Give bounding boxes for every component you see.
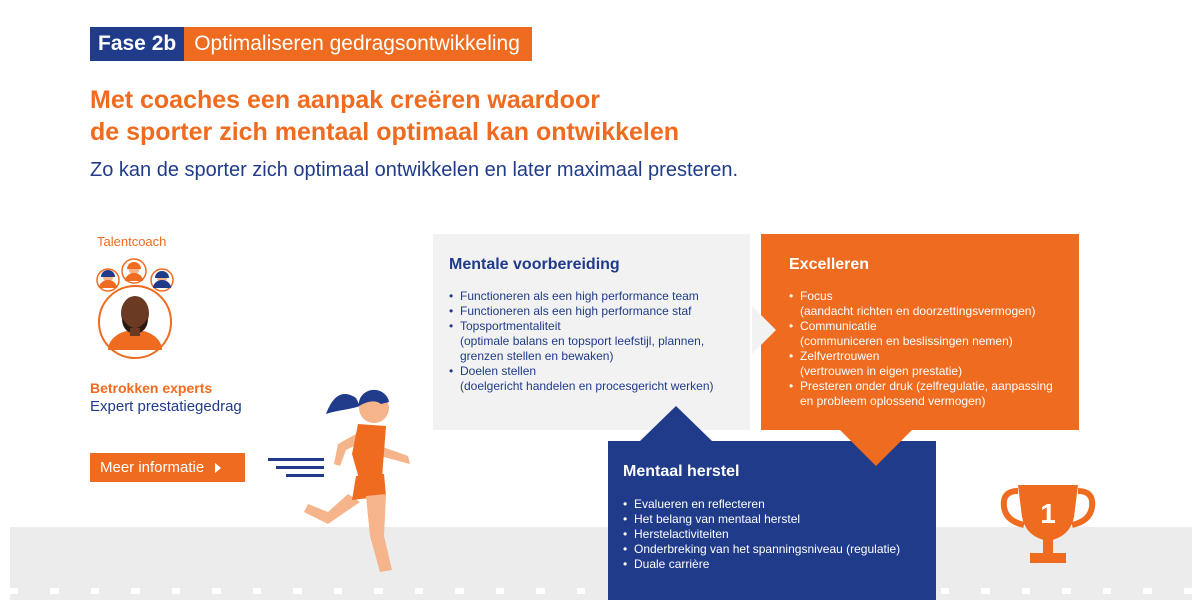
preparation-list <box>449 289 745 394</box>
phase-title: Optimaliseren gedragsontwikkeling <box>184 27 532 61</box>
list-item: • Topsportmentaliteit (optimale balans en topsport leefstijl, plannen, grenzen stellen en bewaken) <box>449 319 745 364</box>
more-info-label: Meer informatie <box>100 459 205 476</box>
trophy-number: 1 <box>1040 498 1056 529</box>
list-item: • Herstelactiviteiten <box>623 527 933 542</box>
list-item: • Functioneren als een high performance staf <box>449 304 745 319</box>
recovery-list <box>623 497 933 572</box>
excel-list <box>789 289 1074 409</box>
list-item: • Onderbreking van het spanningsniveau (regulatie) <box>623 542 933 557</box>
coach-label: Talentcoach <box>97 234 167 249</box>
page-subheadline: Zo kan de sporter zich optimaal ontwikkelen en later maximaal presteren. <box>90 159 739 181</box>
list-item: • Evalueren en reflecteren <box>623 497 933 512</box>
headline-line-2: de sporter zich mentaal optimaal kan ontwikkelen <box>90 118 680 146</box>
arrow-recovery-to-preparation <box>640 406 712 441</box>
list-item: • Presteren onder druk (zelfregulatie, aanpassing en probleem oplossend vermogen) <box>789 379 1074 409</box>
preparation-title: Mentale voorbereiding <box>449 256 620 273</box>
experts-label: Betrokken experts <box>90 380 213 396</box>
list-item: • Communicatie (communiceren en beslissingen nemen) <box>789 319 1074 349</box>
experts-value: Expert prestatiegedrag <box>90 398 242 415</box>
list-item: • Functioneren als een high performance team <box>449 289 745 304</box>
list-item: • Focus (aandacht richten en doorzettingsvermogen) <box>789 289 1074 319</box>
headline-line-1: Met coaches een aanpak creëren waardoor <box>90 86 600 114</box>
phase-number: Fase 2b <box>90 27 184 61</box>
list-item: • Het belang van mentaal herstel <box>623 512 933 527</box>
trophy-icon <box>1000 483 1096 569</box>
arrow-excel-to-recovery <box>840 430 912 466</box>
arrow-preparation-to-excel <box>752 306 776 354</box>
recovery-title: Mentaal herstel <box>623 463 740 480</box>
list-item: • Duale carrière <box>623 557 933 572</box>
list-item: • Zelfvertrouwen (vertrouwen in eigen prestatie) <box>789 349 1074 379</box>
list-item: • Doelen stellen (doelgericht handelen en procesgericht werken) <box>449 364 745 394</box>
excel-title: Excelleren <box>789 256 870 273</box>
